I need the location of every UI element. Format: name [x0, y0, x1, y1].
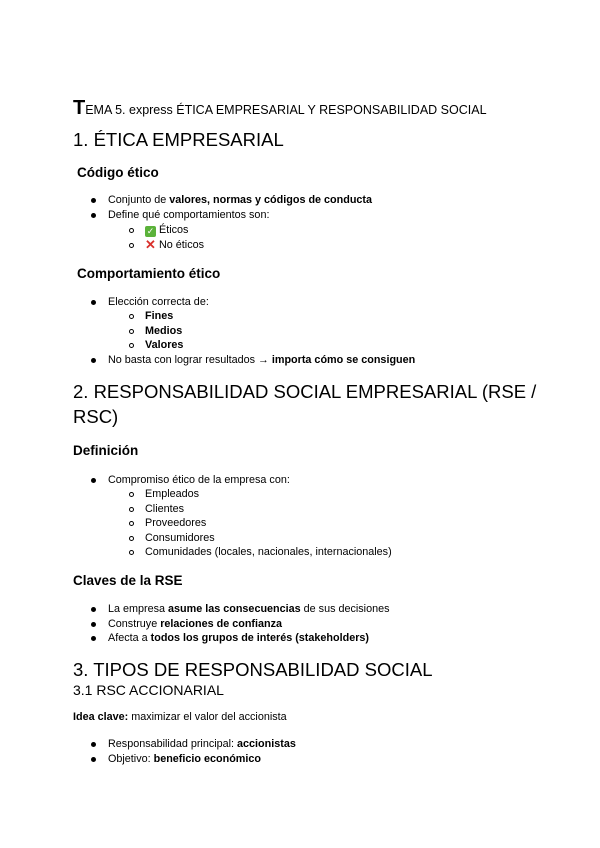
- list-item: Compromiso ético de la empresa con:: [108, 474, 290, 486]
- list-item: [108, 618, 282, 630]
- list-item-text: Responsabilidad principal:: [108, 738, 238, 750]
- section-3-heading: 3. TIPOS DE RESPONSABILIDAD SOCIAL: [73, 659, 433, 680]
- bullet-circle: [129, 343, 134, 348]
- list-item: Proveedores: [145, 517, 207, 529]
- list-item-bold: todos los grupos de interés (stakeholders): [150, 632, 370, 644]
- list-item: Elección correcta de:: [108, 296, 209, 308]
- list-item: [108, 738, 296, 750]
- codigo-etico-heading: Código ético: [77, 165, 159, 180]
- list-item: Define qué comportamientos son:: [108, 209, 270, 221]
- list-item-bold: accionistas: [237, 738, 296, 750]
- list-item-bold: Valores: [145, 339, 184, 351]
- list-item: [145, 224, 188, 237]
- list-item-text: No basta con lograr resultados →: [108, 354, 272, 366]
- list-item-text: No éticos: [159, 239, 205, 251]
- list-item-bold: beneficio económico: [153, 753, 261, 765]
- list-item: [108, 632, 369, 644]
- list-item-text: Afecta a: [108, 632, 151, 644]
- list-item-bold: importa cómo se consiguen: [271, 354, 416, 366]
- bullet-dot: [91, 742, 96, 747]
- list-item-text: La empresa: [108, 603, 169, 615]
- list-item-bold: relaciones de confianza: [160, 618, 283, 630]
- bullet-circle: [129, 507, 134, 512]
- list-item: Consumidores: [145, 532, 215, 544]
- list-item: [108, 354, 415, 366]
- list-item-bold: Fines: [145, 310, 174, 322]
- list-item-text: Éticos: [159, 224, 189, 236]
- section-2-heading-line1: 2. RESPONSABILIDAD SOCIAL EMPRESARIAL (RSE /: [73, 381, 537, 402]
- bullet-circle: [129, 243, 134, 248]
- bullet-dot: [91, 198, 96, 203]
- cross-mark-emoji-icon: ✕: [145, 237, 156, 252]
- idea-clave-text: maximizar el valor del accionista: [128, 711, 287, 723]
- list-item: Comunidades (locales, nacionales, internacionales): [145, 546, 392, 558]
- bullet-dot: [91, 607, 96, 612]
- bullet-dot: [91, 358, 96, 363]
- list-item: [108, 194, 372, 206]
- list-item: [145, 339, 183, 351]
- bullet-circle: [129, 550, 134, 555]
- list-item: [108, 753, 261, 765]
- bullet-dot: [91, 622, 96, 627]
- document-title: [73, 97, 487, 120]
- bullet-dot: [91, 300, 96, 305]
- bullet-circle: [129, 536, 134, 541]
- list-item: Clientes: [145, 503, 185, 515]
- list-item: Empleados: [145, 488, 200, 500]
- list-item: [108, 603, 389, 615]
- bullet-dot: [91, 757, 96, 762]
- definicion-heading: Definición: [73, 443, 139, 458]
- list-item: [145, 325, 182, 337]
- list-item: [145, 239, 204, 251]
- rsc-accionarial-heading: 3.1 RSC ACCIONARIAL: [73, 682, 224, 698]
- list-item-text: Conjunto de: [108, 194, 170, 206]
- check-mark-emoji-icon: ✓: [146, 226, 155, 236]
- title-rest: EMA 5. express ÉTICA EMPRESARIAL Y RESPONSABILIDAD SOCIAL: [85, 103, 487, 117]
- idea-clave-label: Idea clave:: [73, 711, 129, 723]
- list-item-text: Objetivo:: [108, 753, 154, 765]
- list-item-bold: asume las consecuencias: [168, 603, 301, 615]
- bullet-dot: [91, 213, 96, 218]
- comportamiento-etico-heading: Comportamiento ético: [77, 266, 221, 281]
- list-item-bold: Medios: [145, 325, 183, 337]
- list-item-text: Construye: [108, 618, 161, 630]
- title-initial: T: [73, 97, 86, 119]
- list-item-text: de sus decisiones: [300, 603, 390, 615]
- bullet-dot: [91, 478, 96, 483]
- section-2-heading-line2: RSC): [73, 406, 119, 427]
- section-1-heading: 1. ÉTICA EMPRESARIAL: [73, 129, 284, 150]
- list-item-bold: valores, normas y códigos de conducta: [169, 194, 373, 206]
- bullet-circle: [129, 521, 134, 526]
- bullet-circle: [129, 228, 134, 233]
- bullet-circle: [129, 314, 134, 319]
- list-item: [145, 310, 173, 322]
- bullet-circle: [129, 329, 134, 334]
- claves-rse-heading: Claves de la RSE: [73, 573, 183, 588]
- idea-clave-line: [73, 711, 287, 723]
- bullet-circle: [129, 492, 134, 497]
- bullet-dot: [91, 636, 96, 641]
